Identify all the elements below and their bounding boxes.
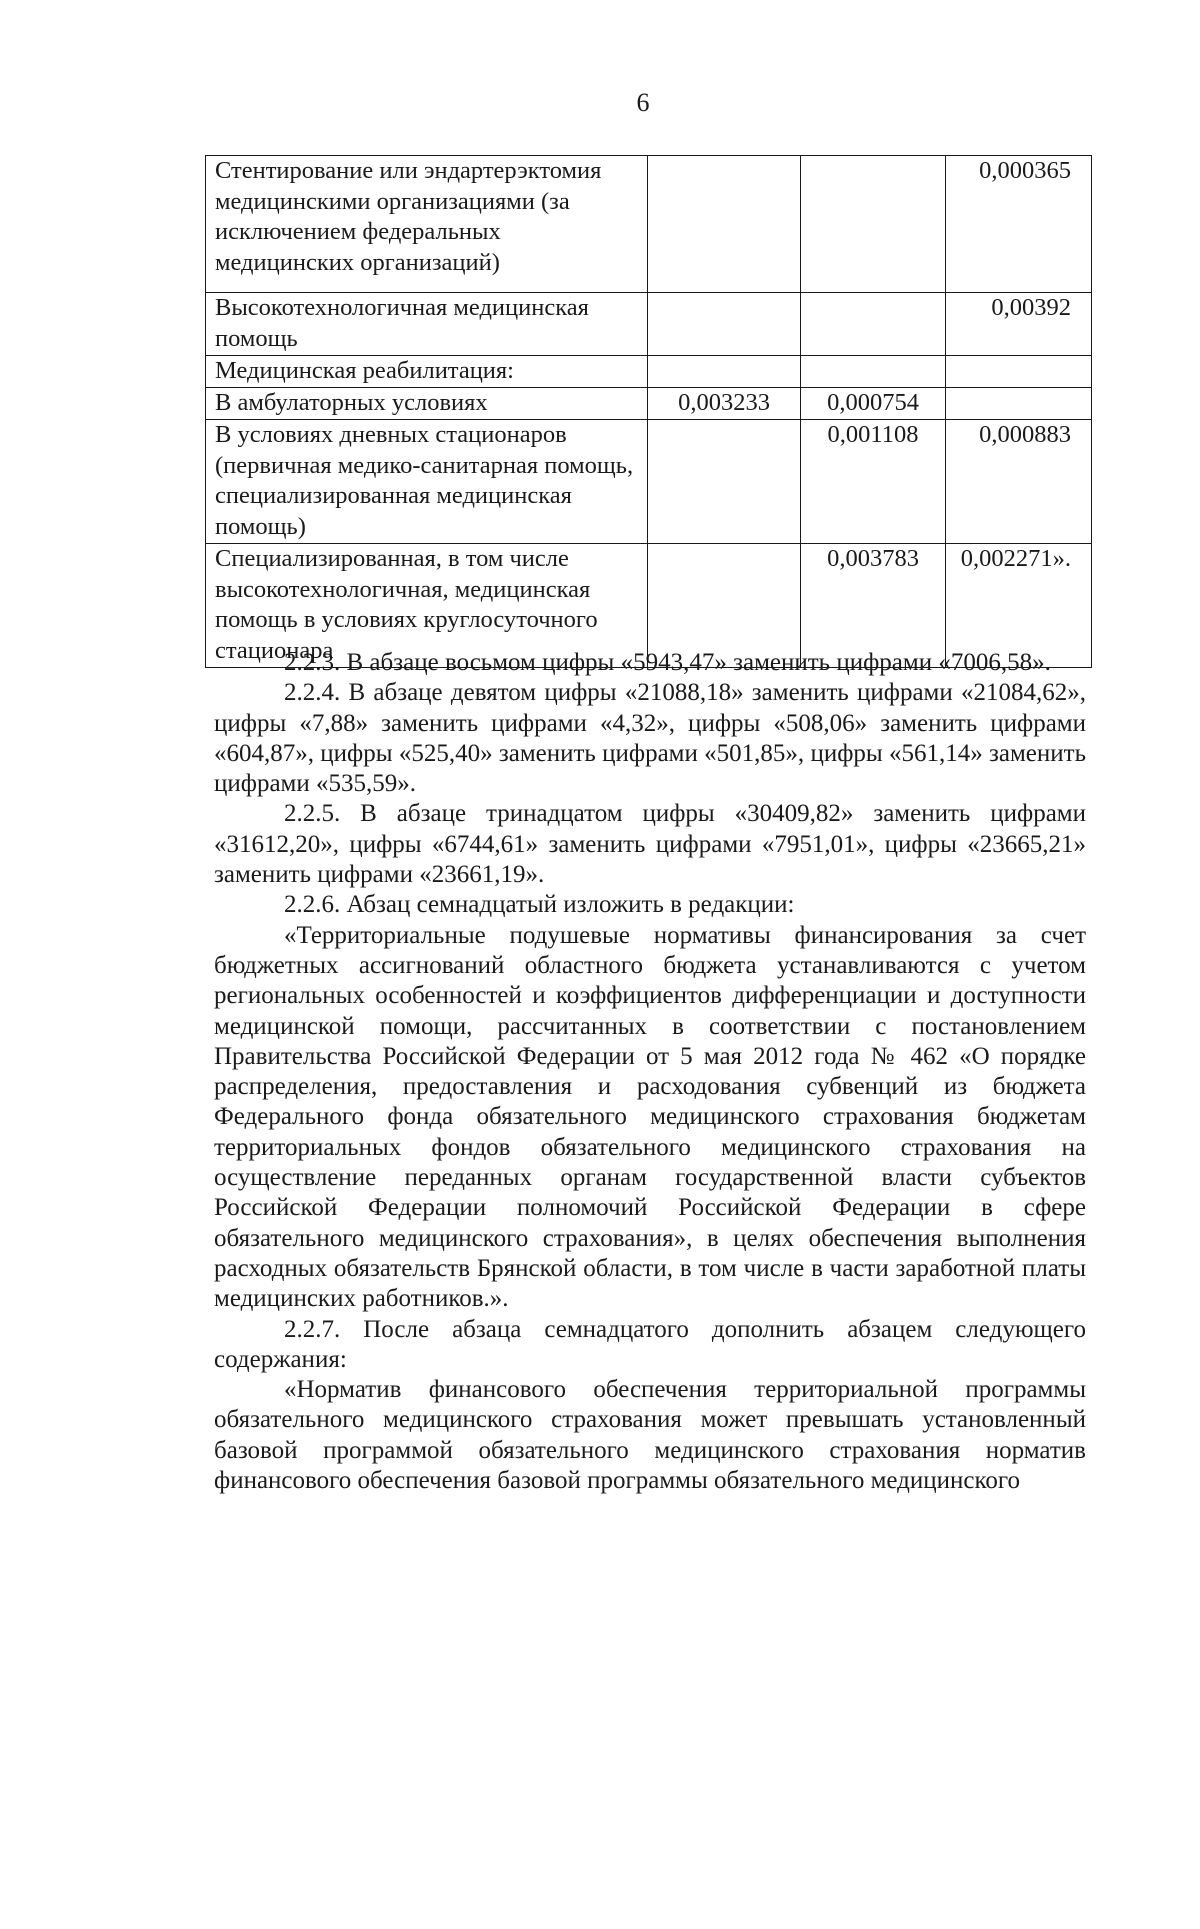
cell-value (648, 156, 801, 293)
cell-value: 0,00392 (946, 293, 1092, 356)
cell-value (648, 420, 801, 544)
page-number: 6 (636, 88, 650, 117)
paragraph-2-2-5: 2.2.5. В абзаце тринадцатом цифры «30409,82» заменить цифрами «31612,20», цифры «6744,61» заменить цифрами «7951,01», цифры «23665,21» заменить цифрами «23661,19». (214, 800, 1086, 889)
table-row (206, 293, 1092, 356)
paragraph-2-2-7: 2.2.7. После абзаца семнадцатого дополнить абзацем следующего содержания: (214, 1315, 1086, 1373)
table-row (206, 356, 1092, 388)
paragraph-2-2-4: 2.2.4. В абзаце девятом цифры «21088,18» заменить цифрами «21084,62», цифры «7,88» заменить цифрами «4,32», цифры «508,06» заменить цифрами «604,87», цифры «525,40» заменить цифрами «501,85», цифры «561,14» заменить цифрами «535,59». (214, 679, 1086, 798)
cell-value (648, 293, 801, 356)
table-row (206, 420, 1092, 544)
cell-value (801, 156, 946, 293)
quoted-paragraph: «Норматив финансового обеспечения территориальной программы обязательного медицинского страхования может превышать установленный базовой программой обязательного медицинского страхования норматив финансового обеспечения базовой программы обязательного медицинского (214, 1376, 1086, 1495)
paragraph-2-2-3: 2.2.3. В абзаце восьмом цифры «5943,47» заменить цифрами «7006,58». (284, 649, 1051, 676)
cell-value: 0,000754 (801, 388, 946, 420)
cell-value: 0,002271». (946, 544, 1092, 668)
quoted-paragraph: «Территориальные подушевые нормативы финансирования за счет бюджетных ассигнований областного бюджета устанавливаются с учетом региональных особенностей и коэффициентов дифференциации и доступности медицинской помощи, рассчитанных в соответствии с постановлением Правительства Российской Федерации от 5 мая 2012 года № 462 «О порядке распределения, предоставления и расходования субвенций из бюджета Федерального фонда обязательного медицинского страхования бюджетам территориальных фондов обязательного медицинского страхования на осуществление переданных органам государственной власти субъектов Российской Федерации полномочий Российской Федерации в сфере обязательного медицинского страхования», в целях обеспечения выполнения расходных обязательств Брянской области, в том числе в части заработной платы медицинских работников.». (214, 921, 1086, 1313)
cell-value: 0,003783 (801, 544, 946, 668)
cell-value: 0,000365 (946, 156, 1092, 293)
table-row (206, 388, 1092, 420)
row-label: Специализированная, в том числе высокотехнологичная, медицинская помощь в условиях круглосуточного стационара (206, 544, 648, 668)
cell-value: 0,001108 (801, 420, 946, 544)
cell-value (801, 356, 946, 388)
cell-value: 0,003233 (648, 388, 801, 420)
cell-value (648, 356, 801, 388)
cell-value (801, 293, 946, 356)
row-label: В условиях дневных стационаров (первичная медико-санитарная помощь, специализированная медицинская помощь) (206, 420, 648, 544)
row-label: Медицинская реабилитация: (206, 356, 648, 388)
row-label: В амбулаторных условиях (206, 388, 648, 420)
document-body (214, 648, 1086, 1496)
cell-value (946, 356, 1092, 388)
cell-value: 0,000883 (946, 420, 1092, 544)
table-row (206, 156, 1092, 293)
row-label: Высокотехнологичная медицинская помощь (206, 293, 648, 356)
paragraph-2-2-6: 2.2.6. Абзац семнадцатый изложить в редакции: (284, 891, 795, 919)
row-label: Стентирование или эндартерэктомия медицинскими организациями (за исключением федеральных медицинских организаций) (206, 156, 648, 293)
rates-table (205, 155, 1092, 668)
cell-value (946, 388, 1092, 420)
